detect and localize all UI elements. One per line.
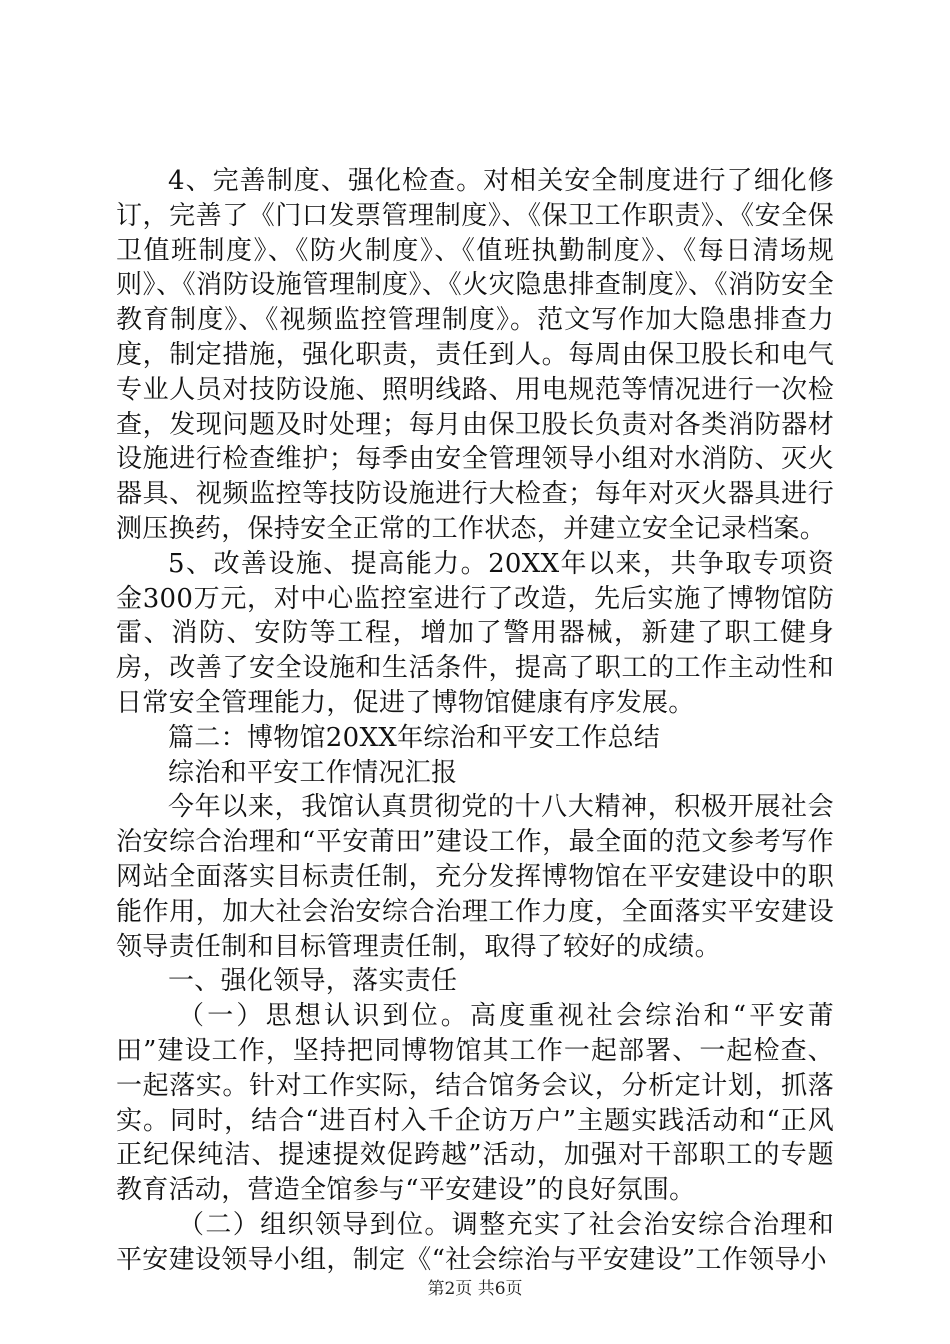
report-title: 综治和平安工作情况汇报 — [168, 757, 458, 788]
paragraph-awareness: （一）思想认识到位。高度重视社会综治和“平安莆田”建设工作，坚持把同博物馆其工作一起部署、一起检查、一起落实。针对工作实际，结合馆务会议，分析定计划，抓落实。同时，结合“进百村入千企访万户”主题实践活动和“正风正纪保纯洁、提速提效促跨越”活动，加强对干部职工的专题教育活动，营造全馆参与“平安建设”的良好氛围。 — [116, 1001, 834, 1206]
section-heading-part-two: 篇二：博物馆20XX年综治和平安工作总结 — [168, 722, 661, 753]
paragraph-improve-system: 4、完善制度、强化检查。对相关安全制度进行了细化修订，完善了《门口发票管理制度》、《保卫工作职责》、《安全保卫值班制度》、《防火制度》、《值班执勤制度》、《每日清场规则》、《消防设施管理制度》、《火灾隐患排查制度》、《消防安全教育制度》、《视频监控管理制度》。范文写作加大隐患排查力度，制定措施，强化职责，责任到人。每周由保卫股长和电气专业人员对技防设施、照明线路、用电规范等情况进行一次检查，发现问题及时处理；每月由保卫股长负责对各类消防器材设施进行检查维护；每季由安全管理领导小组对水消防、灭火器具、视频监控等技防设施进行大检查；每年对灭火器具进行测压换药，保持安全正常的工作状态，并建立安全记录档案。 — [116, 166, 834, 544]
paragraph-intro: 今年以来，我馆认真贯彻党的十八大精神，积极开展社会治安综合治理和“平安莆田”建设工作，最全面的范文参考写作网站全面落实目标责任制，充分发挥博物馆在平安建设中的职能作用，加大社会治安综合治理工作力度，全面落实平安建设领导责任制和目标管理责任制，取得了较好的成绩。 — [116, 792, 834, 962]
paragraph-organization: （二）组织领导到位。调整充实了社会治安综合治理和平安建设领导小组，制定《“社会综治与平安建设”工作领导小 — [116, 1209, 834, 1275]
document-body — [116, 164, 834, 1278]
page-number-footer: 第2页 共6页 — [427, 1279, 523, 1299]
section-heading-leadership: 一、强化领导，落实责任 — [168, 966, 458, 997]
paragraph-improve-facilities: 5、改善设施、提高能力。20XX年以来，共争取专项资金300万元，对中心监控室进行了改造，先后实施了博物馆防雷、消防、安防等工程，增加了警用器械，新建了职工健身房，改善了安全设施和生活条件，提高了职工的工作主动性和日常安全管理能力，促进了博物馆健康有序发展。 — [116, 548, 834, 718]
